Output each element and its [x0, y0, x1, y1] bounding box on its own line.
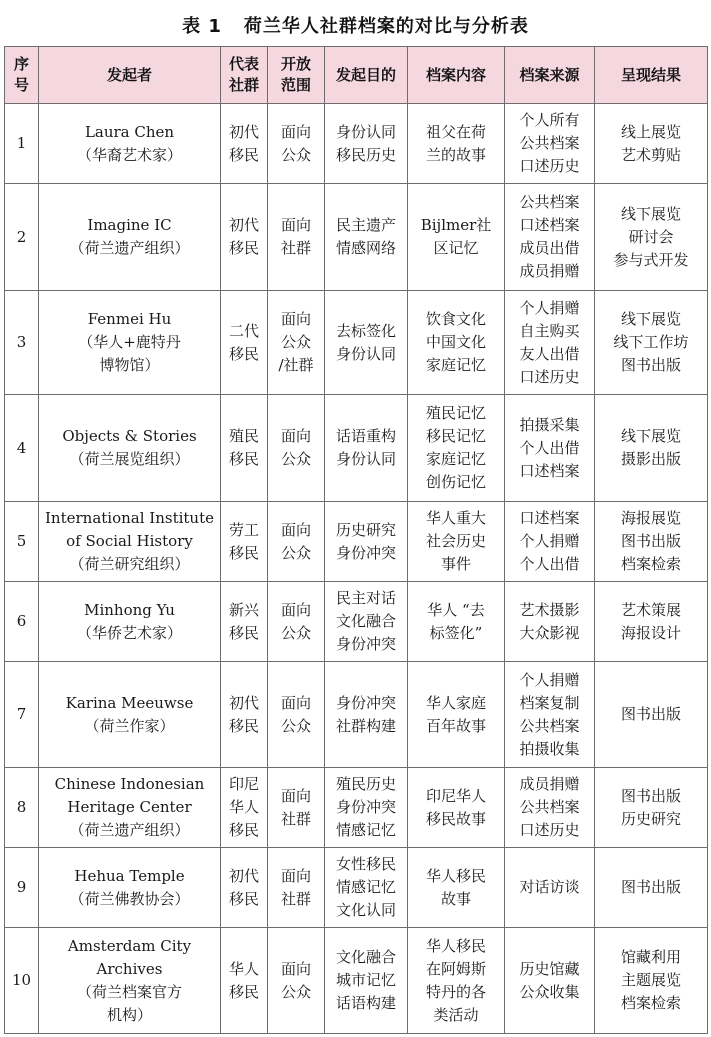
cell-result — [595, 848, 708, 928]
cell-text: 初代 — [228, 866, 259, 885]
cell-text: 类活动 — [433, 1005, 479, 1024]
cell-content — [408, 184, 505, 291]
cell-source — [505, 582, 595, 662]
cell-text: 口述历史 — [519, 367, 580, 386]
cell-text: Chinese Indonesian — [54, 775, 205, 793]
cell-text: 身份认同 — [335, 450, 396, 468]
cell-content — [408, 104, 505, 184]
cell-content — [408, 662, 505, 768]
cell-text: 情感网络 — [335, 239, 396, 257]
cell-text: 民主对话 — [335, 589, 396, 607]
cell-text: 移民历史 — [335, 145, 396, 164]
cell-text: 社群 — [280, 809, 311, 828]
cell-text: 个人出借 — [519, 438, 580, 457]
cell-text: 博物馆） — [99, 356, 160, 374]
cell-text: 事件 — [440, 555, 471, 573]
cell-text: 成员出借 — [519, 239, 580, 257]
cell-text: 文化认同 — [335, 901, 396, 919]
cell-text: 印尼 — [228, 775, 259, 793]
header-text: 档案内容 — [425, 65, 486, 84]
cell-text: 口述历史 — [519, 157, 580, 175]
cell-text: 移民记忆 — [425, 427, 486, 445]
header-purpose — [325, 47, 408, 104]
cell-text: 民主遗产 — [335, 216, 396, 234]
header-text: 代表 — [228, 55, 259, 73]
header-row — [5, 47, 708, 104]
cell-text: 艺术剪贴 — [620, 145, 681, 164]
cell-source — [505, 848, 595, 928]
cell-purpose — [325, 582, 408, 662]
row-number: 7 — [16, 705, 27, 723]
cell-no — [5, 662, 39, 768]
cell-source — [505, 395, 595, 502]
cell-text: 历史馆藏 — [519, 959, 580, 978]
cell-content — [408, 502, 505, 582]
cell-text: 初代 — [228, 216, 259, 234]
cell-initiator — [39, 768, 221, 848]
cell-content — [408, 848, 505, 928]
cell-text: 线上展览 — [620, 122, 681, 141]
cell-text: 参与式开发 — [613, 250, 689, 269]
cell-text: 对话访谈 — [519, 878, 580, 896]
cell-text: Minhong Yu — [84, 600, 175, 619]
cell-text: （荷兰遗产组织） — [69, 821, 190, 839]
cell-source — [505, 662, 595, 768]
cell-text: 口述档案 — [519, 461, 580, 480]
cell-result — [595, 768, 708, 848]
cell-initiator — [39, 291, 221, 395]
table-row — [5, 768, 708, 848]
cell-text: Archives — [96, 959, 163, 978]
header-text: 范围 — [280, 76, 311, 94]
cell-text: 个人捐赠 — [519, 298, 580, 317]
cell-text: 移民 — [228, 450, 259, 468]
cell-result — [595, 395, 708, 502]
table-row — [5, 395, 708, 502]
header-text: 档案来源 — [519, 65, 580, 84]
table-caption — [0, 12, 711, 38]
cell-purpose — [325, 768, 408, 848]
cell-source — [505, 502, 595, 582]
cell-text: 身份冲突 — [335, 693, 396, 712]
cell-text: 华人 — [228, 798, 259, 816]
cell-result — [595, 582, 708, 662]
cell-text: Laura Chen — [84, 122, 175, 141]
cell-content — [408, 291, 505, 395]
cell-text: 公众 — [280, 982, 311, 1001]
row-number: 10 — [11, 971, 32, 989]
row-number: 3 — [16, 333, 27, 351]
cell-source — [505, 184, 595, 291]
cell-text: （华侨艺术家） — [76, 623, 182, 642]
cell-community — [221, 848, 268, 928]
cell-text: 大众影视 — [519, 623, 580, 642]
cell-text: 殖民 — [228, 427, 259, 445]
cell-community — [221, 184, 268, 291]
cell-text: 面向 — [280, 693, 311, 712]
table-body — [5, 104, 708, 1034]
cell-text: 家庭记忆 — [425, 356, 486, 374]
cell-text: 面向 — [280, 216, 311, 234]
cell-text: 历史研究 — [620, 809, 681, 828]
cell-purpose — [325, 928, 408, 1034]
cell-text: 身份冲突 — [335, 543, 396, 562]
cell-no — [5, 104, 39, 184]
cell-text: 话语重构 — [335, 427, 396, 445]
cell-community — [221, 928, 268, 1034]
cell-no — [5, 291, 39, 395]
cell-scope — [268, 291, 325, 395]
table-row — [5, 104, 708, 184]
cell-text: 移民 — [228, 716, 259, 735]
cell-source — [505, 104, 595, 184]
cell-text: 公众收集 — [519, 982, 580, 1001]
cell-purpose — [325, 848, 408, 928]
header-no — [5, 47, 39, 104]
cell-text: 文化融合 — [335, 948, 396, 966]
cell-text: 线下展览 — [620, 204, 681, 223]
cell-text: 线下工作坊 — [613, 333, 689, 351]
cell-text: Hehua Temple — [74, 866, 185, 885]
cell-text: 移民 — [228, 982, 259, 1001]
cell-text: 移民 — [228, 543, 259, 562]
cell-text: Bijlmer社 — [420, 216, 492, 234]
cell-text: 图书出版 — [620, 878, 681, 896]
cell-text: 拍摄收集 — [519, 739, 580, 758]
cell-text: 公共档案 — [519, 716, 580, 735]
cell-text: 移民 — [228, 821, 259, 839]
table-row — [5, 502, 708, 582]
cell-text: International Institute — [45, 509, 214, 527]
header-text: 号 — [13, 76, 29, 94]
cell-purpose — [325, 502, 408, 582]
row-number: 2 — [16, 227, 27, 246]
cell-initiator — [39, 395, 221, 502]
row-number: 9 — [16, 878, 27, 896]
cell-text: Objects & Stories — [62, 427, 197, 445]
cell-community — [221, 502, 268, 582]
cell-text: 友人出借 — [519, 344, 580, 363]
cell-text: （荷兰展览组织） — [69, 450, 190, 468]
cell-community — [221, 104, 268, 184]
cell-text: 饮食文化 — [425, 310, 486, 328]
cell-text: 华人重大 — [425, 509, 486, 527]
cell-initiator — [39, 184, 221, 291]
cell-text: 面向 — [280, 310, 311, 328]
cell-result — [595, 662, 708, 768]
cell-text: 面向 — [280, 600, 311, 619]
table-row — [5, 662, 708, 768]
row-number: 8 — [16, 798, 27, 816]
header-text: 发起目的 — [335, 65, 396, 84]
cell-text: 印尼华人 — [425, 786, 486, 805]
cell-text: 在阿姆斯 — [425, 959, 486, 978]
table-row — [5, 582, 708, 662]
cell-text: 文化融合 — [335, 612, 396, 630]
cell-scope — [268, 502, 325, 582]
cell-text: Fenmei Hu — [87, 310, 172, 328]
cell-text: Karina Meeuwse — [65, 693, 194, 712]
cell-source — [505, 768, 595, 848]
cell-text: Imagine IC — [87, 216, 172, 234]
cell-scope — [268, 662, 325, 768]
cell-text: 身份冲突 — [335, 798, 396, 816]
cell-text: 移民 — [228, 889, 259, 908]
cell-text: 成员捐赠 — [519, 262, 580, 280]
header-source — [505, 47, 595, 104]
table-title: 荷兰华人社群档案的对比与分析表 — [243, 16, 529, 37]
cell-text: 特丹的各 — [425, 982, 486, 1001]
cell-text: 面向 — [280, 520, 311, 539]
cell-scope — [268, 768, 325, 848]
cell-text: 个人捐赠 — [519, 670, 580, 689]
cell-text: 研讨会 — [628, 227, 674, 246]
cell-text: 档案检索 — [620, 994, 681, 1012]
cell-text: Amsterdam City — [67, 936, 192, 955]
cell-text: 创伤记忆 — [425, 473, 486, 491]
row-number: 1 — [16, 134, 27, 152]
cell-text: 新兴 — [228, 600, 259, 619]
cell-text: （华裔艺术家） — [76, 145, 182, 164]
cell-initiator — [39, 662, 221, 768]
cell-text: 主题展览 — [620, 971, 681, 989]
cell-no — [5, 582, 39, 662]
cell-result — [595, 291, 708, 395]
cell-text: 图书出版 — [620, 705, 681, 723]
cell-text: 初代 — [228, 693, 259, 712]
cell-text: 面向 — [280, 786, 311, 805]
cell-text: 公共档案 — [519, 134, 580, 152]
cell-text: 面向 — [280, 122, 311, 141]
cell-scope — [268, 848, 325, 928]
cell-purpose — [325, 395, 408, 502]
cell-community — [221, 768, 268, 848]
cell-text: 馆藏利用 — [620, 948, 681, 966]
cell-result — [595, 502, 708, 582]
cell-text: 城市记忆 — [335, 971, 396, 989]
header-text: 发起者 — [106, 65, 152, 84]
cell-text: 中国文化 — [425, 333, 486, 351]
cell-text: 华人家庭 — [425, 693, 486, 712]
header-text: 序 — [13, 55, 29, 73]
cell-text: 海报设计 — [620, 623, 681, 642]
cell-text: 身份认同 — [335, 344, 396, 363]
cell-text: （荷兰佛教协会） — [69, 889, 190, 908]
cell-community — [221, 582, 268, 662]
cell-text: 口述档案 — [519, 509, 580, 527]
header-text: 社群 — [228, 76, 259, 94]
cell-text: 线下展览 — [620, 310, 681, 328]
header-content — [408, 47, 505, 104]
table-row — [5, 184, 708, 291]
cell-text: 社群 — [280, 889, 311, 908]
cell-text: 家庭记忆 — [425, 450, 486, 468]
table-row — [5, 291, 708, 395]
cell-text: 移民 — [228, 623, 259, 642]
cell-text: 图书出版 — [620, 356, 681, 374]
cell-text: 口述历史 — [519, 821, 580, 839]
cell-result — [595, 104, 708, 184]
cell-text: 标签化” — [429, 623, 483, 642]
cell-text: 公众 — [280, 145, 311, 164]
cell-content — [408, 768, 505, 848]
header-text: 开放 — [280, 55, 311, 73]
cell-text: 线下展览 — [620, 427, 681, 445]
cell-text: 殖民记忆 — [425, 404, 486, 422]
cell-text: 拍摄采集 — [519, 415, 580, 434]
cell-text: 机构） — [106, 1005, 152, 1024]
cell-content — [408, 928, 505, 1034]
cell-result — [595, 184, 708, 291]
cell-text: 个人所有 — [519, 111, 580, 129]
table-row — [5, 848, 708, 928]
cell-no — [5, 184, 39, 291]
cell-text: 移民 — [228, 145, 259, 164]
cell-text: 华人移民 — [425, 866, 486, 885]
cell-purpose — [325, 104, 408, 184]
cell-text: 情感记忆 — [335, 821, 396, 839]
cell-text: 成员捐赠 — [519, 775, 580, 793]
cell-text: 公众 — [280, 450, 311, 468]
cell-text: 祖父在荷 — [425, 122, 486, 141]
cell-purpose — [325, 291, 408, 395]
cell-no — [5, 502, 39, 582]
cell-no — [5, 395, 39, 502]
cell-text: 社群 — [280, 239, 311, 257]
cell-text: /社群 — [278, 356, 314, 374]
cell-text: 公众 — [280, 333, 311, 351]
cell-text: 区记忆 — [433, 239, 479, 257]
cell-community — [221, 395, 268, 502]
cell-text: 摄影出版 — [620, 450, 681, 468]
cell-scope — [268, 928, 325, 1034]
cell-content — [408, 582, 505, 662]
cell-text: 移民故事 — [425, 809, 486, 828]
cell-text: 个人捐赠 — [519, 532, 580, 550]
cell-result — [595, 928, 708, 1034]
cell-text: 社群构建 — [335, 716, 396, 735]
table-row — [5, 928, 708, 1034]
row-number: 6 — [16, 612, 27, 630]
cell-text: （华人+鹿特丹 — [78, 333, 181, 351]
cell-scope — [268, 395, 325, 502]
cell-initiator — [39, 848, 221, 928]
cell-content — [408, 395, 505, 502]
cell-text: 殖民历史 — [335, 775, 396, 793]
cell-purpose — [325, 184, 408, 291]
cell-text: 身份冲突 — [335, 635, 396, 653]
row-number: 4 — [16, 438, 27, 457]
cell-text: 华人 “去 — [427, 600, 485, 619]
cell-text: 情感记忆 — [335, 878, 396, 896]
cell-text: 话语构建 — [335, 994, 396, 1012]
cell-text: 去标签化 — [335, 321, 396, 340]
cell-text: 公共档案 — [519, 193, 580, 211]
row-number: 5 — [16, 532, 27, 550]
cell-text: 个人出借 — [519, 555, 580, 573]
cell-scope — [268, 104, 325, 184]
cell-text: 女性移民 — [335, 855, 396, 873]
cell-text: 华人移民 — [425, 936, 486, 955]
cell-source — [505, 291, 595, 395]
cell-text: 公共档案 — [519, 798, 580, 816]
cell-source — [505, 928, 595, 1034]
cell-text: 故事 — [440, 889, 471, 908]
header-text: 呈现结果 — [620, 65, 681, 84]
cell-text: 社会历史 — [425, 532, 486, 550]
cell-community — [221, 291, 268, 395]
cell-text: 档案复制 — [519, 693, 580, 712]
cell-text: 移民 — [228, 344, 259, 363]
cell-initiator — [39, 582, 221, 662]
cell-text: 图书出版 — [620, 532, 681, 550]
cell-text: Heritage Center — [67, 798, 192, 816]
cell-text: 华人 — [228, 959, 259, 978]
cell-initiator — [39, 104, 221, 184]
cell-text: （荷兰档案官方 — [76, 982, 182, 1001]
cell-no — [5, 928, 39, 1034]
cell-text: 口述档案 — [519, 216, 580, 234]
cell-text: 百年故事 — [425, 716, 486, 735]
cell-purpose — [325, 662, 408, 768]
cell-text: 艺术策展 — [620, 600, 681, 619]
header-result — [595, 47, 708, 104]
cell-no — [5, 768, 39, 848]
cell-text: 面向 — [280, 959, 311, 978]
cell-text: 海报展览 — [620, 509, 681, 527]
cell-text: 公众 — [280, 623, 311, 642]
cell-text: 移民 — [228, 239, 259, 257]
cell-text: 初代 — [228, 122, 259, 141]
header-scope — [268, 47, 325, 104]
cell-initiator — [39, 928, 221, 1034]
cell-text: 档案检索 — [620, 555, 681, 573]
cell-community — [221, 662, 268, 768]
cell-text: 公众 — [280, 543, 311, 562]
archive-comparison-table — [4, 46, 708, 1034]
cell-text: 二代 — [228, 321, 259, 340]
cell-initiator — [39, 502, 221, 582]
cell-no — [5, 848, 39, 928]
cell-text: 艺术摄影 — [519, 600, 580, 619]
cell-text: 自主购买 — [519, 321, 580, 340]
cell-scope — [268, 582, 325, 662]
cell-text: of Social History — [66, 532, 193, 550]
cell-text: 图书出版 — [620, 786, 681, 805]
cell-text: （荷兰研究组织） — [69, 555, 190, 573]
header-initiator — [39, 47, 221, 104]
cell-text: （荷兰遗产组织） — [69, 239, 190, 257]
cell-text: 面向 — [280, 866, 311, 885]
cell-text: 劳工 — [228, 520, 259, 539]
cell-text: 面向 — [280, 427, 311, 445]
cell-scope — [268, 184, 325, 291]
cell-text: 身份认同 — [335, 122, 396, 141]
cell-text: （荷兰作家） — [84, 716, 175, 735]
header-community — [221, 47, 268, 104]
cell-text: 兰的故事 — [425, 145, 486, 164]
cell-text: 历史研究 — [335, 520, 396, 539]
cell-text: 公众 — [280, 716, 311, 735]
table-number: 表 1 — [182, 16, 222, 37]
